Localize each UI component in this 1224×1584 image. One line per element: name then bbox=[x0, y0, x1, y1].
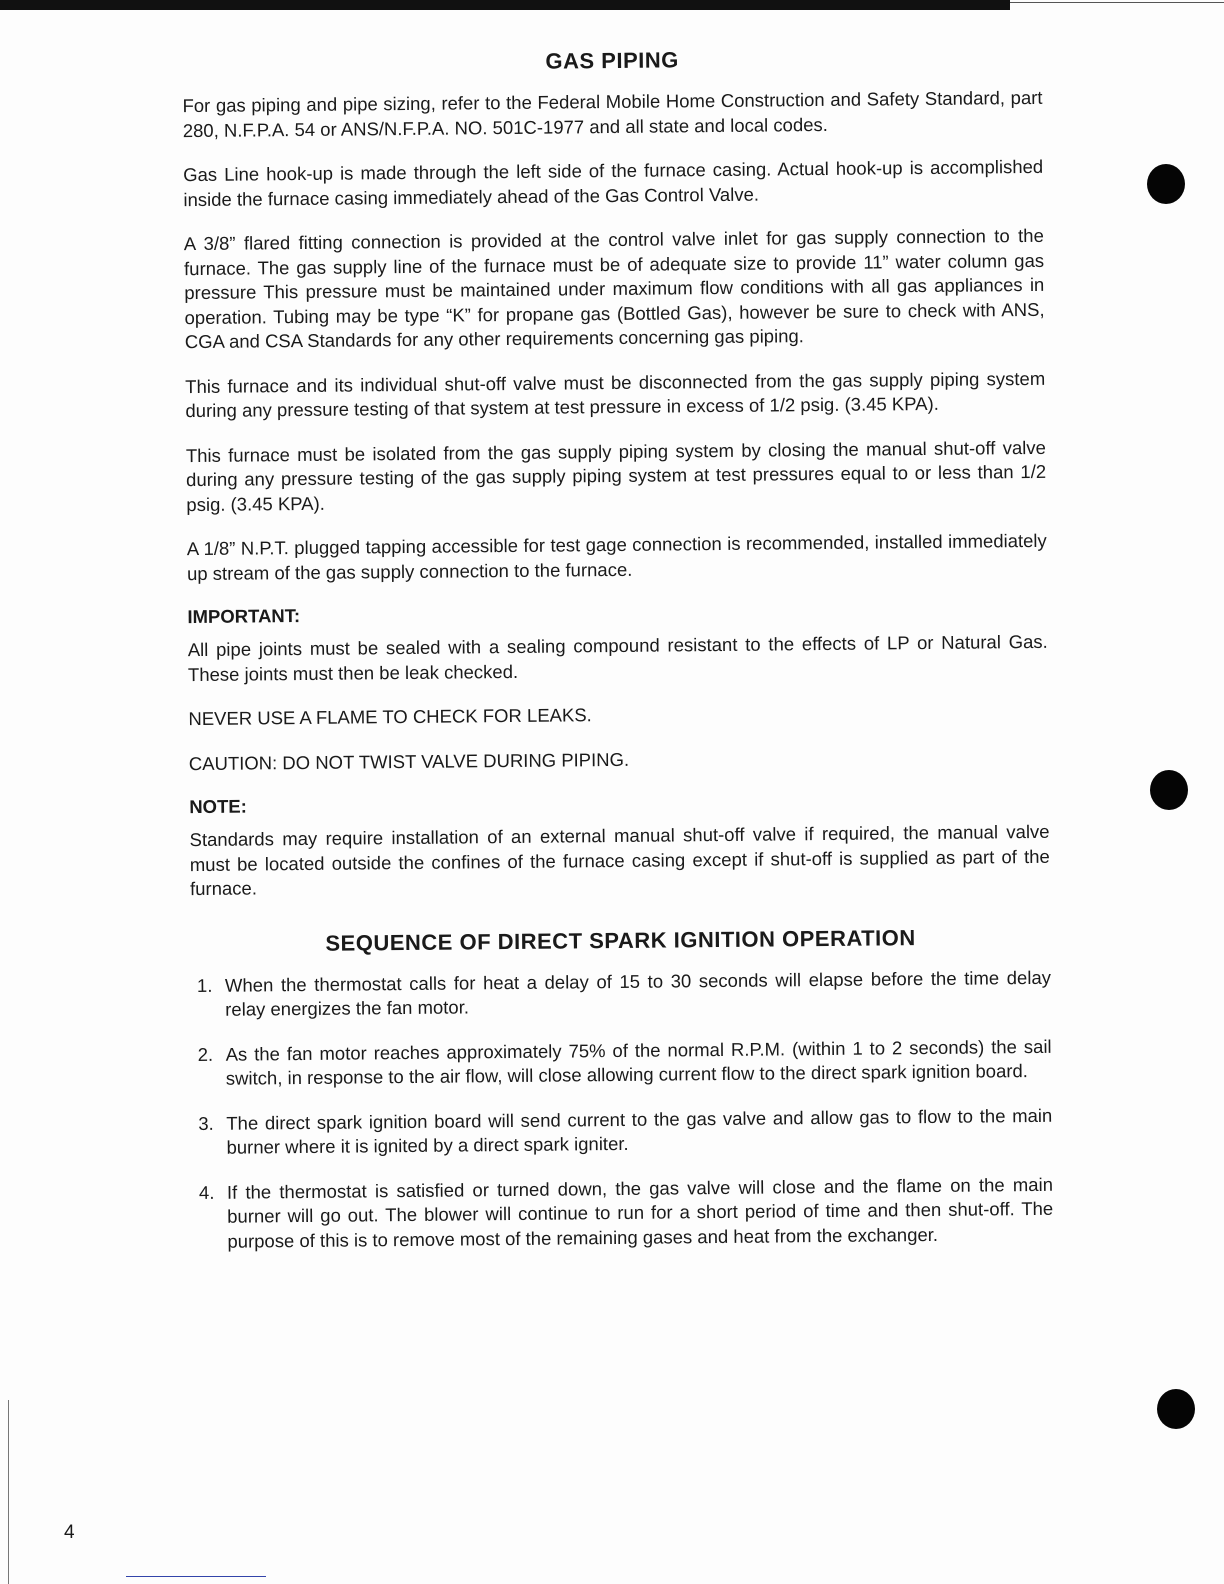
step-number: 2. bbox=[197, 1043, 214, 1065]
important-heading: IMPORTANT: bbox=[187, 605, 301, 628]
step-number: 4. bbox=[198, 1181, 215, 1203]
gas-piping-paragraph: This furnace must be isolated from the gas supply piping system by closing the manual shut-off valve during any pressure testing of the gas supply piping system at test pressures equal to or less than 1/2 psig. (3.45 KPA). bbox=[185, 436, 1047, 515]
sequence-step bbox=[192, 1103, 1052, 1160]
sequence-step bbox=[192, 1034, 1052, 1091]
step-text: The direct spark ignition board will send current to the gas valve and allow gas to flow to the main burner where it is ignited by a direct spark igniter. bbox=[226, 1104, 1053, 1158]
gas-piping-paragraph: A 3/8” flared fitting connection is provided at the control valve inlet for gas supply connection to the furnace. The gas supply line of the furnace must be of adequate size to provide 11” water column gas pressure This pressure must be maintained under maximum flow conditions with all gas appliances in operation. Tubing may be type “K” for propane gas (Bottled Gas), however be sure to check with ANS, CGA and CSA Standards for any other requirements concerning gas piping. bbox=[183, 224, 1045, 353]
step-text: When the thermostat calls for heat a delay of 15 to 30 seconds will elapse before the time delay relay energizes the fan motor. bbox=[224, 966, 1052, 1020]
left-scan-edge bbox=[8, 1400, 9, 1584]
top-scan-line bbox=[1010, 2, 1224, 3]
step-number: 3. bbox=[198, 1112, 214, 1134]
step-text: As the fan motor reaches approximately 75% of the normal R.P.M. (within 1 to 2 seconds) the sail switch, in response to the air flow, will close allowing current flow to the direct spark ignition board. bbox=[225, 1035, 1052, 1089]
note-text: Standards may require installation of an external manual shut-off valve if required, the manual valve must be located outside the confines of the furnace casing except if shut-off is supplied as part of the furnace. bbox=[189, 820, 1050, 900]
important-text: All pipe joints must be sealed with a sealing compound resistant to the effects of LP or Natural Gas. These joints must then be leak checked. bbox=[187, 630, 1048, 685]
step-number: 1. bbox=[196, 974, 213, 996]
gas-piping-title: GAS PIPING bbox=[545, 47, 679, 74]
flame-warning: NEVER USE A FLAME TO CHECK FOR LEAKS. bbox=[188, 704, 592, 730]
gas-piping-paragraph: A 1/8” N.P.T. plugged tapping accessible for test gage connection is recommended, installed immediately up stream of the gas supply connection to the furnace. bbox=[186, 529, 1047, 584]
sequence-step bbox=[193, 1172, 1054, 1254]
sequence-step bbox=[191, 965, 1051, 1022]
gas-piping-paragraph: Gas Line hook-up is made through the left side of the furnace casing. Actual hook-up is accomplished inside the furnace casing immediately ahead of the Gas Control Valve. bbox=[183, 155, 1044, 210]
sequence-title: SEQUENCE OF DIRECT SPARK IGNITION OPERATION bbox=[325, 924, 916, 956]
page-number: 4 bbox=[64, 1522, 75, 1543]
page-content bbox=[182, 44, 1054, 1274]
step-text: If the thermostat is satisfied or turned down, the gas valve will close and the flame on the main burner will go out. The blower will continue to run for a short period of time and then shut-off. The purpose of this is to remove most of the remaining gases and heat from the exchanger. bbox=[226, 1173, 1054, 1252]
valve-caution: CAUTION: DO NOT TWIST VALVE DURING PIPING. bbox=[188, 748, 630, 774]
punch-hole-middle bbox=[1150, 770, 1188, 810]
bottom-scan-line bbox=[126, 1576, 266, 1577]
top-scan-bar bbox=[0, 0, 1010, 10]
gas-piping-paragraph: This furnace and its individual shut-off valve must be disconnected from the gas supply piping system during any pressure testing of that system at test pressure in excess of 1/2 psig. (3.45 KPA). bbox=[185, 367, 1046, 422]
punch-hole-bottom bbox=[1157, 1389, 1195, 1429]
sequence-list bbox=[191, 965, 1054, 1254]
gas-piping-paragraph: For gas piping and pipe sizing, refer to the Federal Mobile Home Construction and Safety Standard, part 280, N.F.P.A. 54 or ANS/N.F.P.A. NO. 501C-1977 and all state and local codes. bbox=[182, 86, 1043, 141]
punch-hole-top bbox=[1147, 164, 1185, 204]
note-heading: NOTE: bbox=[189, 795, 247, 818]
